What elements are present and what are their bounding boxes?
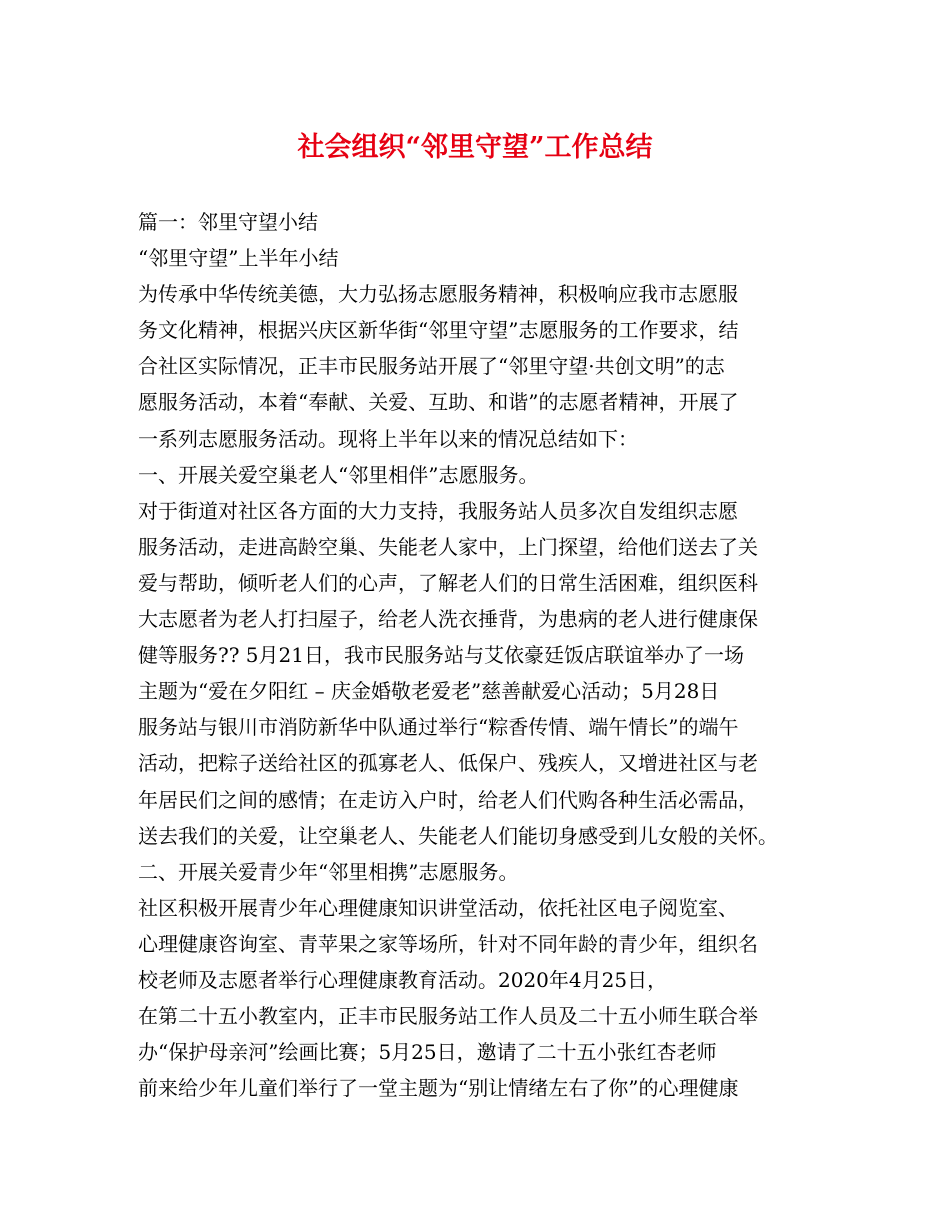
- paragraph-line: 二、开展关爱青少年“邻里相携”志愿服务。: [138, 859, 519, 884]
- paragraph-line: 为传承中华传统美德，大力弘扬志愿服务精神，积极响应我市志愿服: [138, 282, 738, 307]
- paragraph-line: 送去我们的关爱，让空巢老人、失能老人们能切身感受到儿女般的关怀。: [138, 823, 778, 848]
- paragraph-line: 大志愿者为老人打扫屋子，给老人洗衣捶背，为患病的老人进行健康保: [138, 607, 758, 632]
- paragraph-line: 活动，把粽子送给社区的孤寡老人、低保户、残疾人，又增进社区与老: [138, 751, 758, 776]
- paragraph-line: 篇一：邻里守望小结: [138, 210, 318, 234]
- paragraph-line: 年居民们之间的感情；在走访入户时，给老人们代购各种生活必需品，: [138, 787, 758, 812]
- paragraph-line: 服务活动，走进高龄空巢、失能老人家中，上门探望，给他们送去了关: [138, 534, 758, 559]
- paragraph-line: 服务站与银川市消防新华中队通过举行“粽香传情、端午情长”的端午: [138, 715, 739, 740]
- paragraph-line: 务文化精神，根据兴庆区新华街“邻里守望”志愿服务的工作要求，结: [138, 318, 739, 343]
- paragraph-line: 主题为“爱在夕阳红 – 庆金婚敬老爱老”慈善献爱心活动；5月28日: [138, 679, 720, 704]
- paragraph-line: 对于街道对社区各方面的大力支持，我服务站人员多次自发组织志愿: [138, 498, 738, 523]
- paragraph-line: 合社区实际情况，正丰市民服务站开展了“邻里守望·共创文明”的志: [138, 354, 725, 379]
- paragraph-line: 心理健康咨询室、青苹果之家等场所，针对不同年龄的青少年，组织名: [138, 931, 758, 956]
- paragraph-line: 愿服务活动，本着“奉献、关爱、互助、和谐”的志愿者精神，开展了: [138, 390, 739, 415]
- paragraph-line: 社区积极开展青少年心理健康知识讲堂活动，依托社区电子阅览室、: [138, 895, 738, 920]
- paragraph-line: 办“保护母亲河”绘画比赛；5月25日，邀请了二十五小张红杏老师: [138, 1040, 717, 1065]
- document-body: [138, 204, 828, 1106]
- paragraph-line: “邻里守望”上半年小结: [138, 246, 339, 271]
- paragraph-line: 一系列志愿服务活动。现将上半年以来的情况总结如下：: [138, 426, 638, 451]
- document-title: 社会组织“邻里守望”工作总结: [297, 132, 653, 163]
- paragraph-line: 一、开展关爱空巢老人“邻里相伴”志愿服务。: [138, 462, 539, 487]
- paragraph-line: 前来给少年儿童们举行了一堂主题为“别让情绪左右了你”的心理健康: [138, 1076, 739, 1101]
- paragraph-line: 爱与帮助，倾听老人们的心声，了解老人们的日常生活困难，组织医科: [138, 570, 758, 595]
- paragraph-line: 健等服务?? 5月21日，我市民服务站与艾依豪廷饭店联谊举办了一场: [138, 643, 744, 668]
- paragraph-line: 校老师及志愿者举行心理健康教育活动。2020年4月25日，: [138, 967, 668, 992]
- paragraph-line: 在第二十五小教室内，正丰市民服务站工作人员及二十五小师生联合举: [138, 1004, 758, 1029]
